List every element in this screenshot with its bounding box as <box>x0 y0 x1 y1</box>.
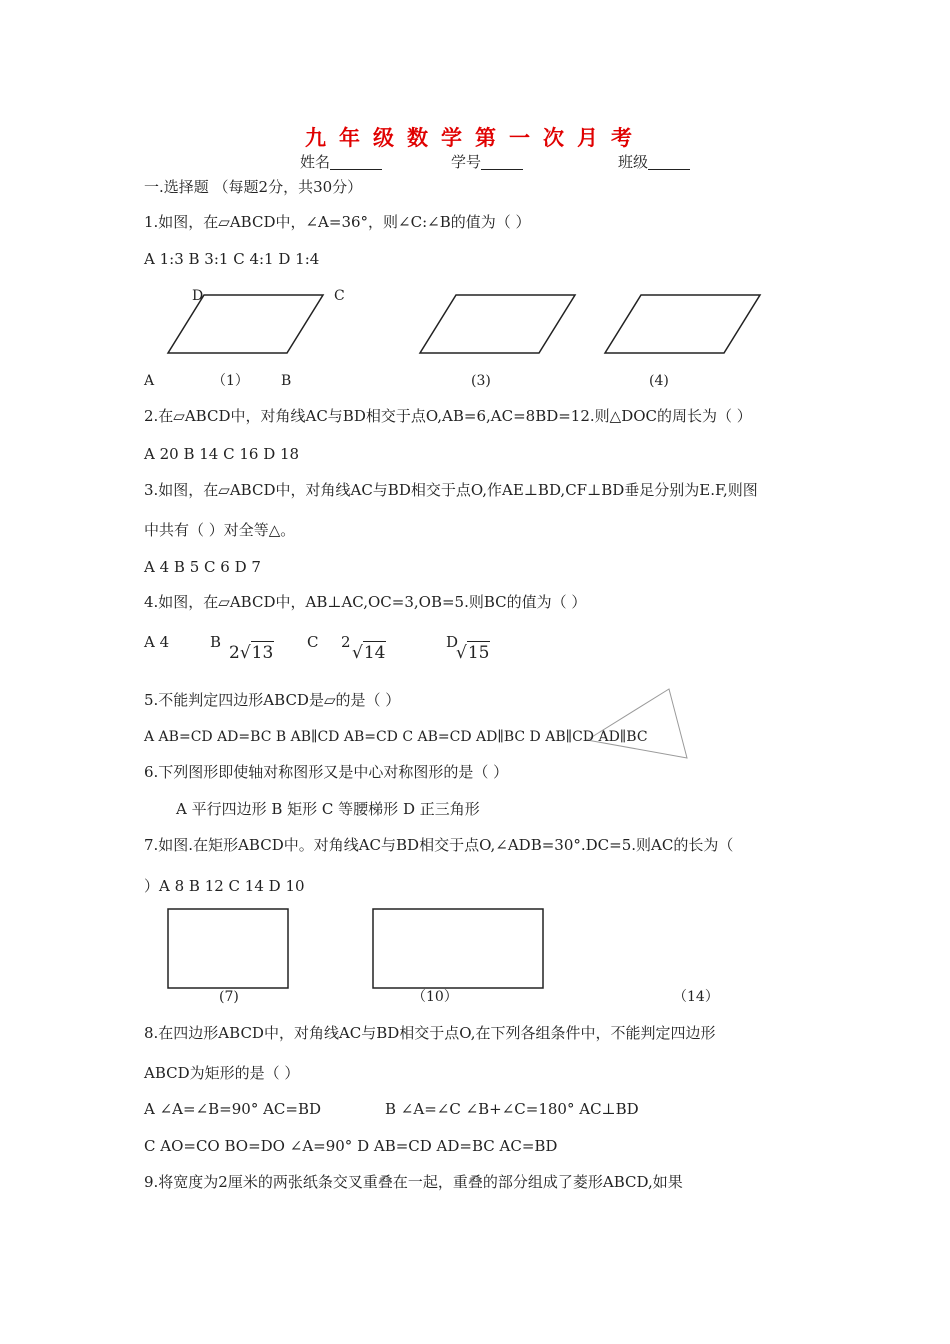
question-4-option-d-value: √15 <box>456 643 490 663</box>
name-blank[interactable] <box>330 155 382 170</box>
name-label: 姓名 <box>300 153 331 171</box>
section-heading: 一.选择题 （每题2分，共30分） <box>144 178 363 196</box>
question-6-stem: 6.下列图形即使轴对称图形又是中心对称图形的是（ ） <box>144 763 509 781</box>
question-5-options: A AB=CD AD=BC B AB∥CD AB=CD C AB=CD AD∥BC D AB∥CD AD∥BC <box>144 729 648 745</box>
figure-10-caption: （10） <box>412 989 458 1005</box>
question-9-stem: 9.将宽度为2厘米的两张纸条交叉重叠在一起，重叠的部分组成了菱形ABCD,如果 <box>144 1173 683 1191</box>
question-4-option-b-letter: B <box>210 633 222 651</box>
question-8-option-b: B ∠A=∠C ∠B+∠C=180° AC⊥BD <box>385 1100 639 1118</box>
figure-1-label-B: B <box>281 373 292 389</box>
figure-14-caption: （14） <box>673 989 719 1005</box>
student-id-blank[interactable] <box>481 155 523 170</box>
radicand: 14 <box>363 643 386 663</box>
question-7-stem: 7.如图.在矩形ABCD中。对角线AC与BD相交于点O,∠ADB=30°.DC=5.则AC的长为（ <box>144 836 734 854</box>
question-5-stem: 5.不能判定四边形ABCD是▱的是（ ） <box>144 691 401 709</box>
figure-1-label-A: A <box>144 373 155 389</box>
question-8-option-a: A ∠A=∠B=90° AC=BD <box>144 1100 322 1118</box>
question-1-options: A 1:3 B 3:1 C 4:1 D 1:4 <box>144 250 320 268</box>
question-4-option-a: A 4 <box>144 633 170 651</box>
question-8-stem-line1: 8.在四边形ABCD中，对角线AC与BD相交于点O,在下列各组条件中，不能判定四边形 <box>144 1024 716 1042</box>
question-3-stem-line1: 3.如图，在▱ABCD中，对角线AC与BD相交于点O,作AE⊥BD,CF⊥BD垂足分别为E.F,则图 <box>144 481 758 499</box>
question-3-stem-line2: 中共有（ ）对全等△。 <box>144 521 296 539</box>
radicand: 15 <box>467 643 490 663</box>
figure-1-label-D: D <box>192 288 204 304</box>
question-8-options-cd: C AO=CO BO=DO ∠A=90° D AB=CD AD=BC AC=BD <box>144 1137 558 1155</box>
parallelogram-figure-4 <box>605 295 760 353</box>
figure-7-caption: (7) <box>219 989 239 1005</box>
question-4-option-c-letter: C <box>307 633 319 651</box>
class-blank[interactable] <box>648 155 690 170</box>
radical-coefficient: 2 <box>229 643 240 663</box>
question-4-stem: 4.如图，在▱ABCD中，AB⊥AC,OC=3,OB=5.则BC的值为（ ） <box>144 593 587 611</box>
figure-1-label-C: C <box>334 288 345 304</box>
page-title: 九年级数学第一次月考 <box>305 125 645 150</box>
class-label: 班级 <box>618 153 649 171</box>
question-1-stem: 1.如图，在▱ABCD中，∠A=36°，则∠C:∠B的值为（ ） <box>144 213 531 231</box>
question-6-options: A 平行四边形 B 矩形 C 等腰梯形 D 正三角形 <box>176 800 480 818</box>
question-2-stem: 2.在▱ABCD中，对角线AC与BD相交于点O,AB=6,AC=8BD=12.则△DOC的周长为（ ） <box>144 407 752 425</box>
student-id-label: 学号 <box>451 153 482 171</box>
question-8-stem-line2: ABCD为矩形的是（ ） <box>144 1064 300 1082</box>
question-2-options: A 20 B 14 C 16 D 18 <box>144 445 300 463</box>
rectangle-figure-10 <box>373 909 543 988</box>
triangle-figure <box>587 689 687 758</box>
figure-1-caption: （1） <box>212 373 249 389</box>
parallelogram-figure-3 <box>420 295 575 353</box>
question-4-option-c-value: √14 <box>352 643 386 663</box>
figure-4-caption: (4) <box>649 373 669 389</box>
question-4-option-c-coefficient: 2 <box>341 633 351 651</box>
student-id-field[interactable] <box>451 155 523 170</box>
rectangle-figure-7 <box>168 909 288 988</box>
name-field[interactable] <box>300 155 382 170</box>
figure-3-caption: (3) <box>471 373 491 389</box>
question-4-option-b-value: 2√13 <box>229 643 274 663</box>
question-4-option-d-letter: D <box>446 633 459 651</box>
question-7-options: ）A 8 B 12 C 14 D 10 <box>144 877 305 895</box>
question-3-options: A 4 B 5 C 6 D 7 <box>144 558 261 576</box>
class-field[interactable] <box>618 155 690 170</box>
radicand: 13 <box>251 643 274 663</box>
